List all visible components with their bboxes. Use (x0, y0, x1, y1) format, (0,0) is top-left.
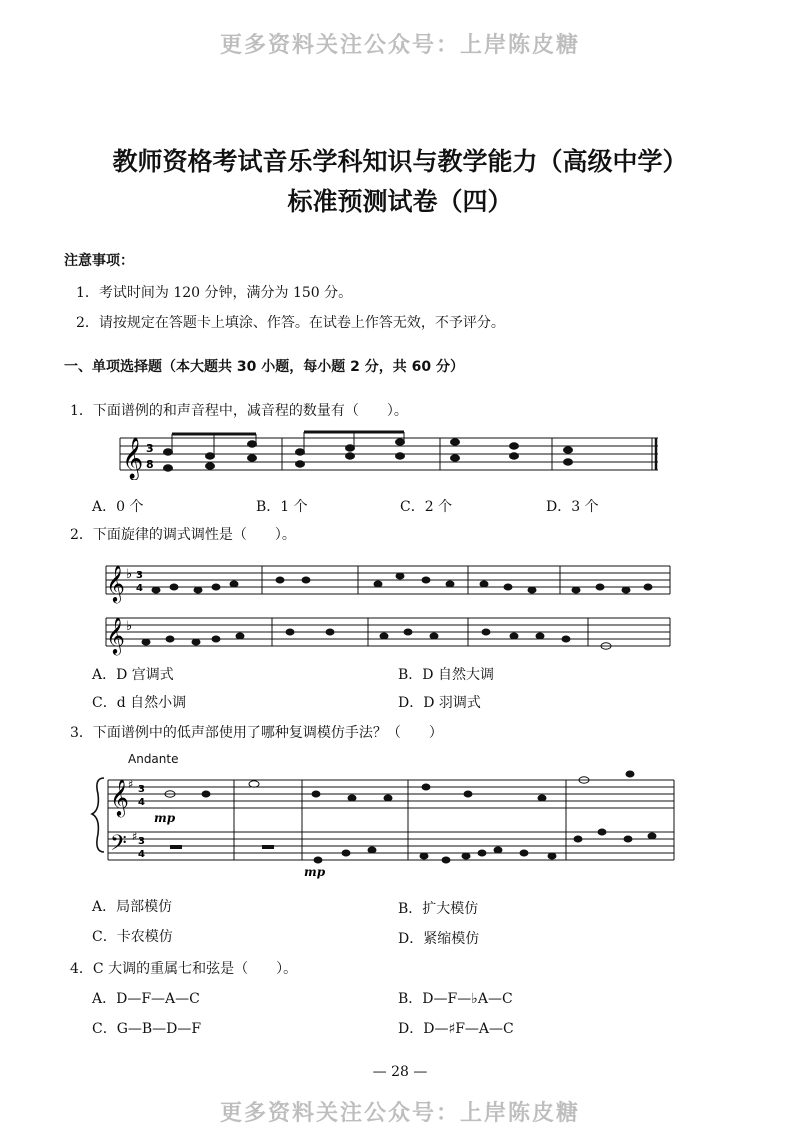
svg-text:3: 3 (138, 836, 145, 847)
question-4-option-a[interactable]: A．D—F—A—C (92, 991, 200, 1007)
bass-clef-icon: 𝄢 (110, 831, 127, 861)
svg-text:3: 3 (136, 570, 143, 581)
question-4-option-b[interactable]: B．D—F—♭A—C (398, 991, 513, 1007)
svg-text:♭: ♭ (126, 567, 133, 582)
music-score-q2 (100, 556, 680, 656)
notice-heading: 注意事项： (64, 253, 134, 269)
treble-clef-icon: 𝄞 (122, 438, 144, 479)
watermark-top: 更多资料关注公众号：上岸陈皮糖 (219, 33, 580, 58)
svg-text:4: 4 (138, 797, 145, 808)
question-2-option-b[interactable]: B．D 自然大调 (398, 667, 494, 683)
svg-text:♯: ♯ (128, 778, 134, 791)
treble-clef-icon: 𝄞 (106, 616, 125, 654)
svg-text:3: 3 (138, 784, 145, 795)
music-score-q1 (110, 430, 670, 480)
question-1-option-c[interactable]: C．2 个 (400, 499, 453, 515)
tempo-marking: Andante (128, 752, 179, 766)
svg-text:♭: ♭ (126, 619, 133, 634)
watermark-bottom: 更多资料关注公众号：上岸陈皮糖 (219, 1101, 580, 1126)
svg-text:4: 4 (136, 583, 143, 594)
question-3-option-c[interactable]: C．卡农模仿 (92, 929, 173, 945)
question-3-option-d[interactable]: D．紧缩模仿 (398, 931, 480, 947)
svg-text:♯: ♯ (132, 830, 138, 843)
question-2-option-a[interactable]: A．D 宫调式 (92, 667, 174, 683)
question-3-option-b[interactable]: B．扩大模仿 (398, 901, 479, 917)
question-3-stem: 3．下面谱例中的低声部使用了哪种复调模仿手法？（ ） (70, 725, 443, 741)
svg-text:8: 8 (146, 458, 154, 471)
question-2-option-d[interactable]: D．D 羽调式 (398, 695, 481, 711)
dynamic-marking-bass: mp (304, 865, 326, 879)
section-heading: 一、单项选择题（本大题共 30 小题，每小题 2 分，共 60 分） (64, 359, 464, 375)
question-1-option-b[interactable]: B．1 个 (256, 499, 308, 515)
question-1-stem: 1．下面谱例的和声音程中，减音程的数量有（ ）。 (70, 403, 408, 419)
notice-item-2: 2．请按规定在答题卡上填涂、作答。在试卷上作答无效，不予评分。 (76, 315, 505, 331)
svg-text:4: 4 (138, 849, 145, 860)
dynamic-marking-treble: mp (154, 811, 176, 825)
question-4-stem: 4．C 大调的重属七和弦是（ ）。 (70, 961, 298, 977)
page-subtitle: 标准预测试卷（四） (287, 187, 513, 216)
question-1-option-a[interactable]: A．0 个 (92, 499, 144, 515)
question-2-stem: 2．下面旋律的调式调性是（ ）。 (70, 527, 296, 543)
question-4-option-c[interactable]: C．G—B—D—F (92, 1021, 202, 1037)
svg-text:3: 3 (146, 442, 154, 455)
question-4-option-d[interactable]: D．D—♯F—A—C (398, 1021, 514, 1037)
music-score-q3 (90, 770, 690, 880)
page-title: 教师资格考试音乐学科知识与教学能力（高级中学） (112, 147, 688, 176)
question-2-option-c[interactable]: C．d 自然小调 (92, 695, 187, 711)
treble-clef-icon: 𝄞 (110, 778, 129, 816)
question-3-option-a[interactable]: A．局部模仿 (92, 899, 173, 915)
notice-item-1: 1．考试时间为 120 分钟，满分为 150 分。 (76, 285, 353, 301)
treble-clef-icon: 𝄞 (106, 564, 125, 602)
question-1-option-d[interactable]: D．3 个 (546, 499, 599, 515)
page-number: — 28 — (372, 1064, 428, 1080)
